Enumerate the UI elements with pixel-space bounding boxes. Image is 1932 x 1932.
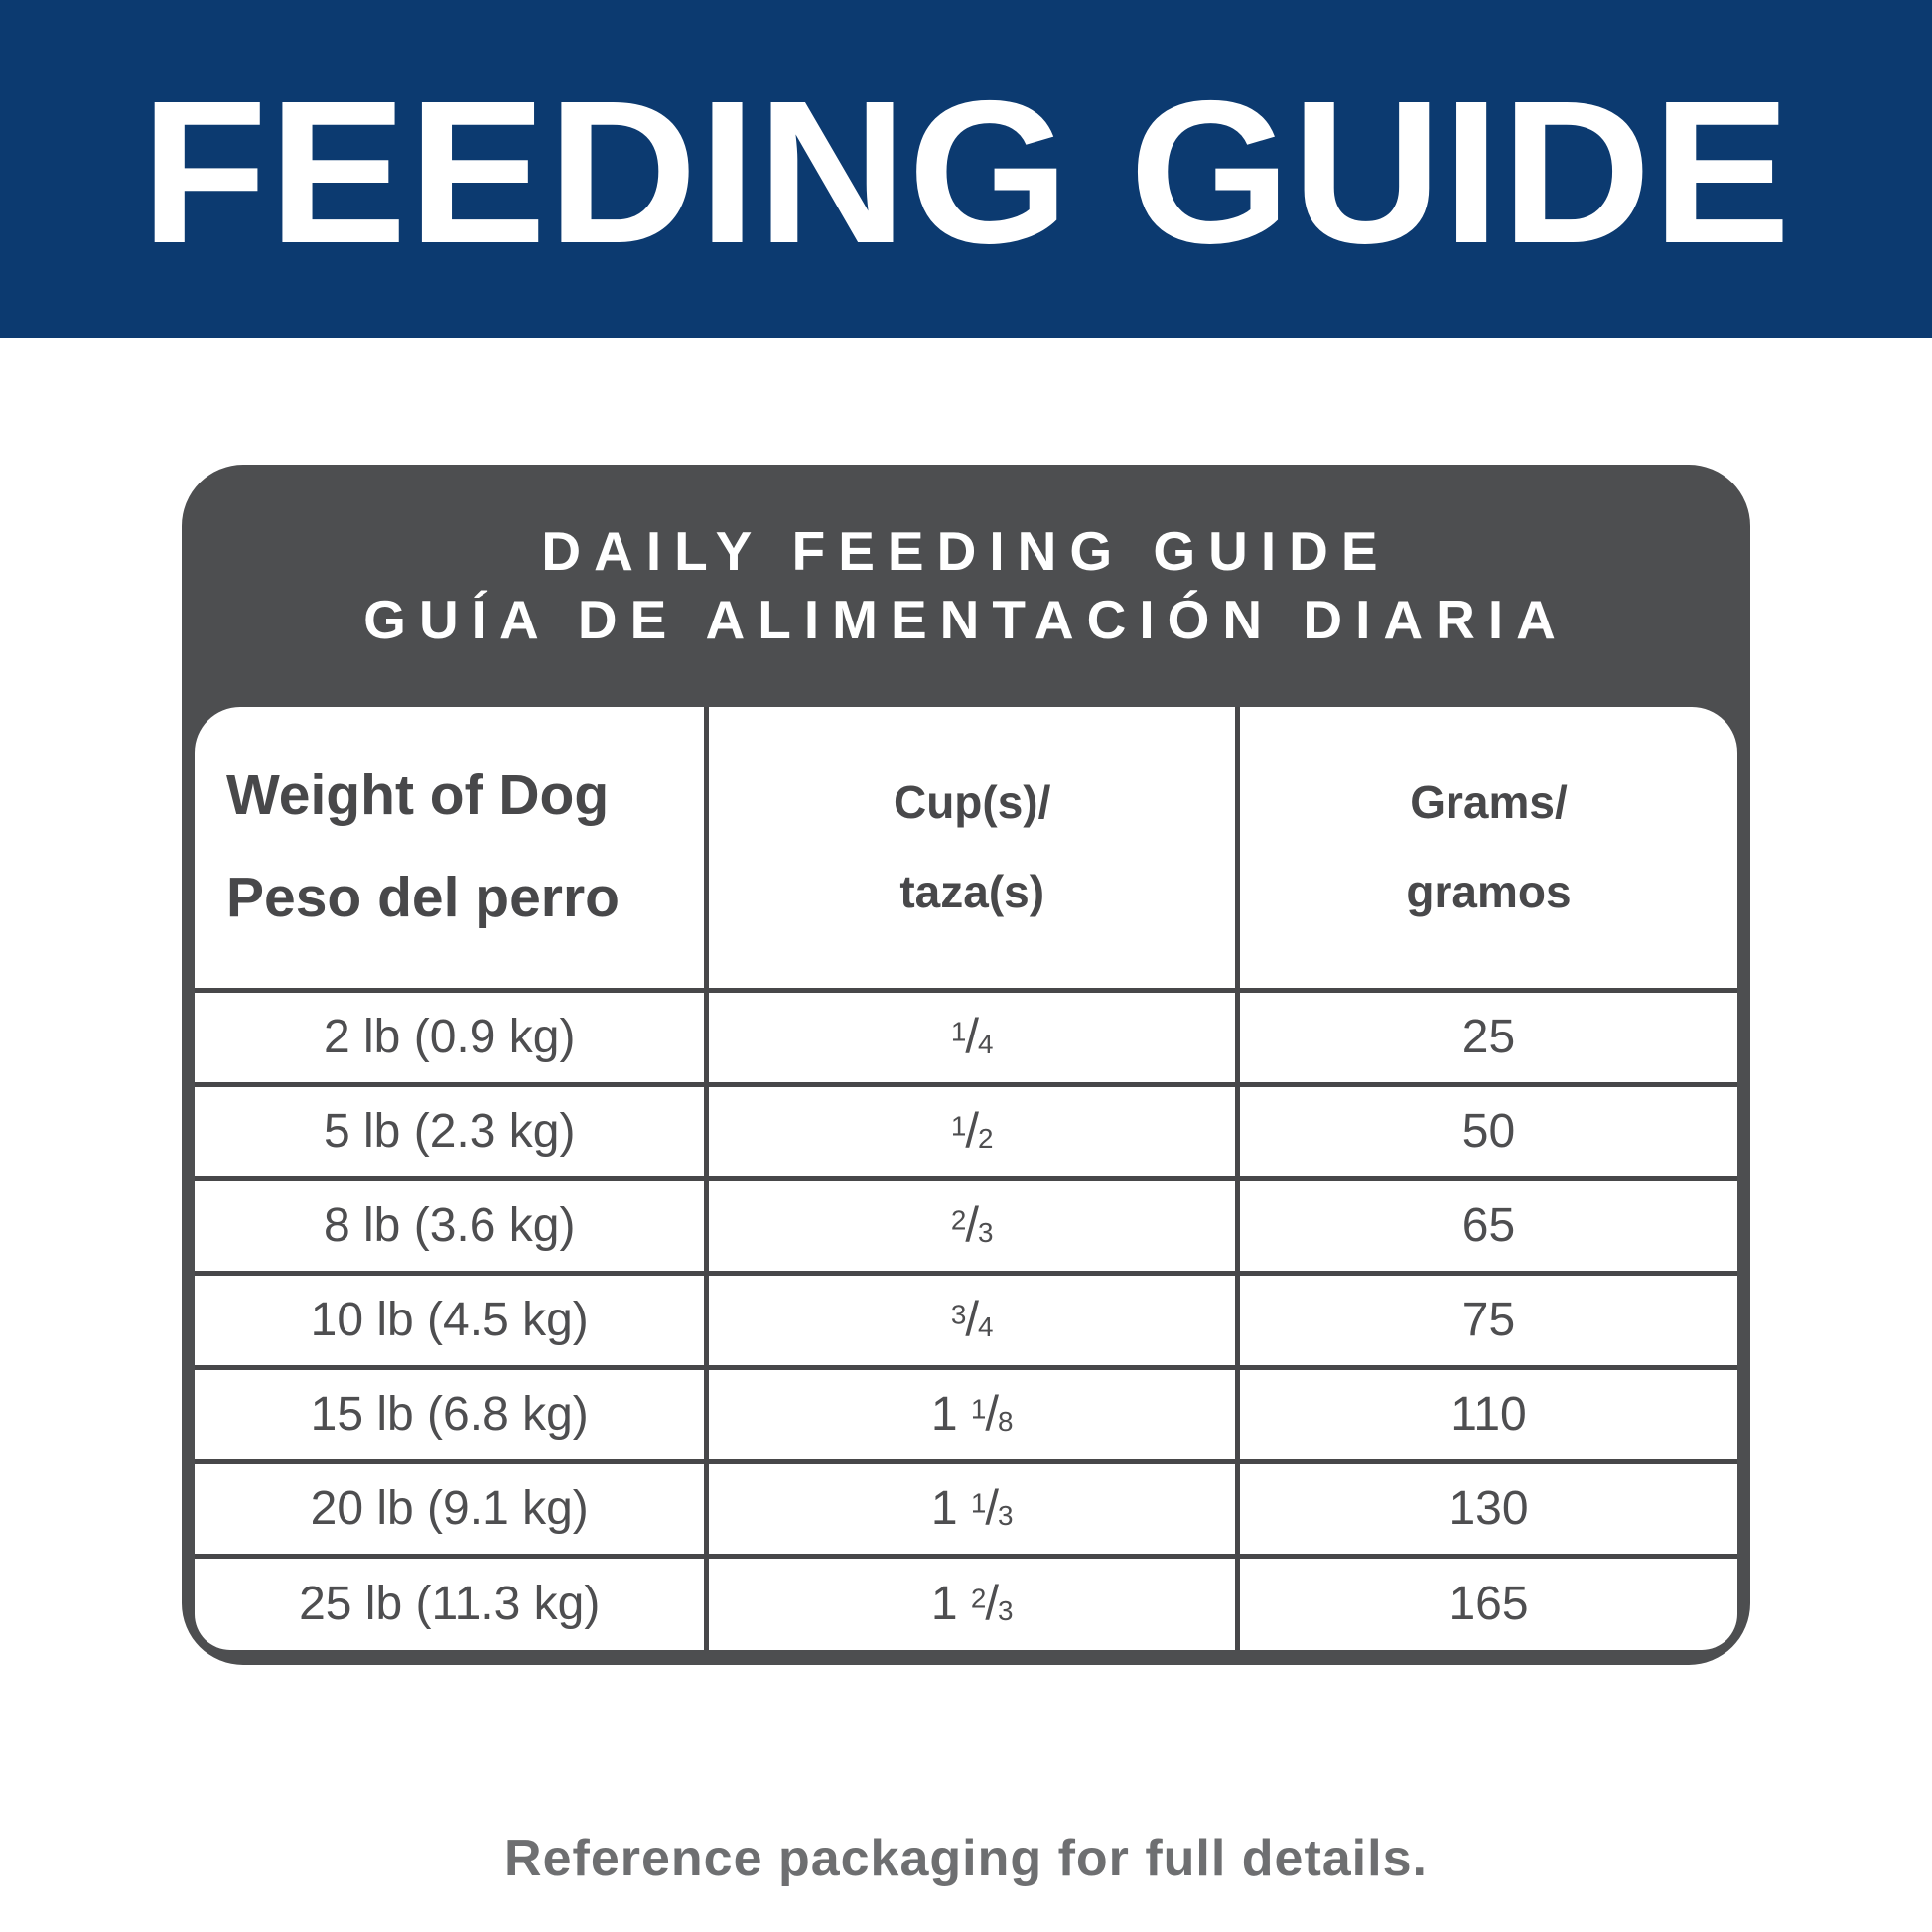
table-row	[195, 1178, 1737, 1273]
header-banner	[0, 0, 1932, 338]
table-row	[195, 1556, 1737, 1650]
header-weight	[195, 707, 707, 990]
footer-note: Reference packaging for full details.	[504, 1830, 1428, 1887]
grams-cell: 75	[1237, 1273, 1737, 1367]
cups-cell: 1 $^2$/3	[707, 1556, 1238, 1650]
weight-cell: 25 lb (11.3 kg)	[195, 1556, 707, 1650]
table-row	[195, 990, 1737, 1084]
cups-cell: $^1$/4	[707, 990, 1238, 1084]
weight-cell: 15 lb (6.8 kg)	[195, 1367, 707, 1461]
weight-cell: 20 lb (9.1 kg)	[195, 1461, 707, 1556]
page-title: FEEDING GUIDE	[140, 58, 1792, 286]
cups-cell: 1 $^1$/3	[707, 1461, 1238, 1556]
feeding-table-container	[195, 707, 1737, 1650]
grams-cell: 50	[1237, 1084, 1737, 1178]
header-row	[195, 707, 1737, 990]
table-row	[195, 1084, 1737, 1178]
card-title-block	[195, 465, 1737, 707]
weight-cell: 5 lb (2.3 kg)	[195, 1084, 707, 1178]
card-title-en: DAILY FEEDING GUIDE	[541, 520, 1391, 582]
grams-cell: 130	[1237, 1461, 1737, 1556]
cups-cell: $^1$/2	[707, 1084, 1238, 1178]
feeding-guide-card	[182, 465, 1750, 1665]
header-weight-en: Weight of Dog	[226, 763, 610, 828]
cups-cell: $^2$/3	[707, 1178, 1238, 1273]
header-cups-en: Cup(s)/	[893, 776, 1051, 829]
header-weight-es: Peso del perro	[226, 866, 620, 930]
header-grams-en: Grams/	[1410, 776, 1568, 829]
header-cups-es: taza(s)	[899, 866, 1045, 918]
header-grams-es: gramos	[1406, 866, 1572, 918]
cups-cell: 1 $^1$/8	[707, 1367, 1238, 1461]
table-row	[195, 1273, 1737, 1367]
grams-cell: 165	[1237, 1556, 1737, 1650]
cups-cell: $^3$/4	[707, 1273, 1238, 1367]
table-row	[195, 1367, 1737, 1461]
card-title-es: GUÍA DE ALIMENTACIÓN DIARIA	[363, 589, 1569, 650]
table-row	[195, 1461, 1737, 1556]
feeding-table	[195, 707, 1737, 1650]
weight-cell: 2 lb (0.9 kg)	[195, 990, 707, 1084]
grams-cell: 110	[1237, 1367, 1737, 1461]
header-cups	[707, 707, 1238, 990]
grams-cell: 65	[1237, 1178, 1737, 1273]
grams-cell: 25	[1237, 990, 1737, 1084]
feeding-table-body	[195, 990, 1737, 1650]
header-grams	[1237, 707, 1737, 990]
weight-cell: 10 lb (4.5 kg)	[195, 1273, 707, 1367]
weight-cell: 8 lb (3.6 kg)	[195, 1178, 707, 1273]
